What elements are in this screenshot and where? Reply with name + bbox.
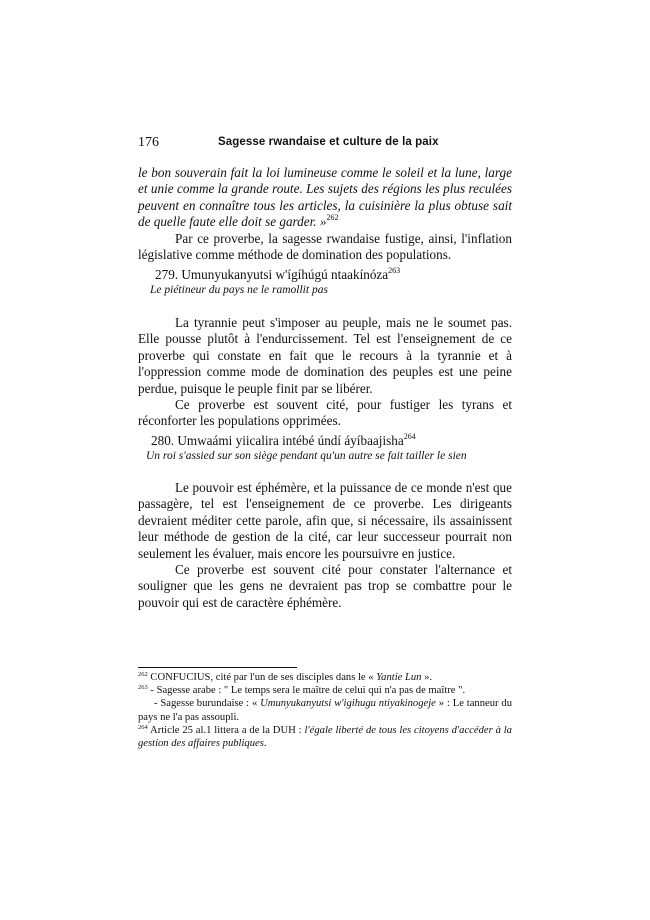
- footnote-italic-title: Yantie Lun: [376, 672, 422, 683]
- footnote-text: - Sagesse burundaise : «: [154, 698, 261, 710]
- proverb-translation: Un roi s'assied sur son siège pendant qu'un autre se fait tailler le sien: [146, 450, 467, 462]
- footnote-italic-proverb: Umunyukanyutsi w'igihugu ntiyakinogeje: [260, 698, 436, 710]
- proverb-279-commentary: [138, 315, 512, 430]
- proverb-title: [138, 433, 512, 449]
- footnotes: [138, 671, 512, 750]
- footnote-text: - Sagesse arabe : " Le temps sera le maître de celui qui n'a pas de maître ".: [147, 685, 466, 697]
- proverb-280: [138, 433, 512, 463]
- footnote-text: Article 25 al.1 littera a de la DUH :: [150, 724, 305, 736]
- page-number: 176: [138, 135, 159, 150]
- footnote-text: » : Le tanneur du pays ne l'a pas assoupli.: [138, 698, 513, 723]
- proverb-279: [138, 267, 512, 297]
- footnote-262: [138, 671, 512, 684]
- footnote-text: ».: [421, 672, 433, 683]
- commentary-paragraph: Ce proverbe est souvent cité, pour fustiger les tyrans et réconforter les populations opprimées.: [138, 397, 512, 429]
- quote-block: [138, 165, 512, 263]
- footnote-ref-264[interactable]: 264: [403, 432, 416, 441]
- proverb-280-commentary: [138, 480, 512, 611]
- proverb-title-text: 279. Umunyukanyutsi w'ígíhúgú ntaakínóza: [155, 267, 389, 282]
- commentary-paragraph: Par ce proverbe, la sagesse rwandaise fustige, ainsi, l'inflation législative comme méthode de domination des populations.: [138, 230, 512, 263]
- footnote-number: 263: [138, 684, 148, 692]
- page-header: [138, 135, 512, 153]
- footnote-italic-quote: l'égale liberté de tous les citoyens d'accéder à la gestion des affaires publiques: [138, 724, 512, 750]
- footnote-text: CONFUCIUS, cité par l'un de ses disciples dans le «: [150, 672, 377, 683]
- quote-text: le bon souverain fait la loi lumineuse comme le soleil et la lune, large et unie comme la grande route. Les sujets des régions les plus reculées peuvent en connaître tous les articles, la cuisinière la plus obtuse sait de quelle faute elle doit se garder. »: [138, 165, 512, 230]
- footnote-ref-263[interactable]: 263: [388, 266, 401, 275]
- quote-paragraph: [138, 165, 512, 231]
- commentary-paragraph: La tyrannie peut s'imposer au peuple, mais ne le soumet pas. Elle pousse plutôt à l'endurcissement. Tel est l'enseignement de ce proverbe qui constate en fait que le recours à la tyrannie et à l'oppression comme mode de domination des peuples est une peine perdue, puisque le peuple finit par se libérer.: [138, 315, 512, 396]
- footnote-ref-262[interactable]: 262: [326, 213, 339, 223]
- footnote-264: [138, 724, 512, 750]
- footnote-263-continuation: [138, 697, 512, 723]
- footnote-text: .: [263, 738, 267, 750]
- commentary-paragraph: Ce proverbe est souvent cité pour constater l'alternance et souligner que les gens ne devraient pas trop se combattre pour le pouvoir qui est de caractère éphémère.: [138, 562, 512, 610]
- commentary-paragraph: Le pouvoir est éphémère, et la puissance de ce monde n'est que passagère, tel est l'enseignement de ce proverbe. Les dirigeants devraient méditer cette parole, afin que, si nécessaire, ils assainissent leur méthode de gestion de la cité, car leur successeur pourrait non seulement les évaluer, mais encore les poursuivre en justice.: [138, 480, 512, 561]
- footnote-number: 264: [138, 723, 148, 731]
- footnote-separator: [138, 667, 297, 668]
- proverb-title-text: 280. Umwaámi yiicalira intébé úndí áyíbaajisha: [151, 433, 404, 448]
- footnote-263: [138, 684, 512, 697]
- running-title: Sagesse rwandaise et culture de la paix: [218, 136, 439, 148]
- proverb-translation: Le piétineur du pays ne le ramollit pas: [150, 284, 328, 296]
- proverb-title: [138, 267, 512, 283]
- footnote-number: 262: [138, 671, 148, 678]
